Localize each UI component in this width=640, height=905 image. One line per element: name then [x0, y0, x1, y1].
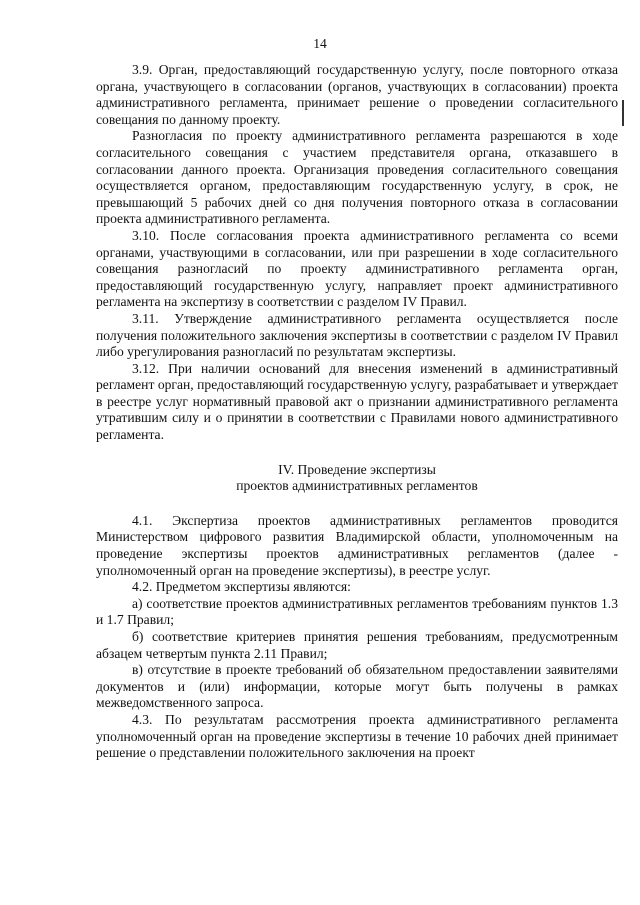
paragraph-3-11: 3.11. Утверждение административного регламента осуществляется после получения положительного заключения экспертизы в соответствии с разделом IV Правил либо урегулирования разногласий по результатам экспертизы.	[96, 310, 618, 360]
section-heading-line-1: IV. Проведение экспертизы	[278, 461, 436, 477]
section-heading-line-2: проектов административных регламентов	[236, 478, 478, 494]
paragraph-3-12: 3.12. При наличии оснований для внесения изменений в административный регламент орган, предоставляющий государственную услугу, разрабатывает и утверждает в реестре услуг нормативный правовой акт о признании административного регламента утратившим силу и о принятии в соответствии с Правилами нового административного регламента.	[96, 360, 618, 443]
list-item-b: б) соответствие критериев принятия решения требованиям, предусмотренным абзацем четвертым пункта 2.11 Правил;	[96, 629, 618, 661]
paragraph-4-3: 4.3. По результатам рассмотрения проекта административного регламента уполномоченный орган на проведение экспертизы в течение 10 рабочих дней принимает решение о представлении положительного заключения на проект	[96, 711, 618, 761]
list-item-v: в) отсутствие в проекте требований об обязательном предоставлении заявителями документов и (или) информации, которые могут быть получены в рамках межведомственного запроса.	[96, 662, 618, 711]
paragraph-3-9: 3.9. Орган, предоставляющий государственную услугу, после повторного отказа органа, участвующего в согласовании (органов, участвующих в согласовании) проекта административного регламента, принимает решение о проведении согласительного совещания по данному проекту.	[96, 62, 618, 127]
paragraph-4-1: 4.1. Экспертиза проектов административных регламентов проводится Министерством цифрового развития Владимирской области, уполномоченным на проведение экспертизы проектов административных регламентов (далее - уполномоченный орган на проведение экспертизы), в реестре услуг.	[96, 512, 618, 578]
paragraph-disagreements: Разногласия по проекту административного регламента разрешаются в ходе согласительного совещания с участием представителя органа, отказавшего в согласовании данного проекта. Организация проведения согласительного совещания осуществляется органом, предоставляющим государственную услугу, в срок, не превышающий 5 рабочих дней со дня получения повторного отказа в согласовании проекта административного регламента.	[96, 128, 618, 227]
margin-mark	[622, 100, 624, 126]
document-body	[96, 62, 618, 762]
list-item-a: а) соответствие проектов административных регламентов требованиям пунктов 1.3 и 1.7 Правил;	[96, 595, 618, 628]
page-number: 14	[313, 36, 327, 51]
paragraph-4-2: 4.2. Предметом экспертизы являются:	[132, 579, 351, 595]
paragraph-3-10: 3.10. После согласования проекта административного регламента со всеми органами, участвующими в согласовании, или при разрешении в ходе согласительного совещания разногласий по проекту административного регламента орган, предоставляющий государственную услугу, направляет проект административного регламента на экспертизу в соответствии с разделом IV Правил.	[96, 227, 618, 310]
